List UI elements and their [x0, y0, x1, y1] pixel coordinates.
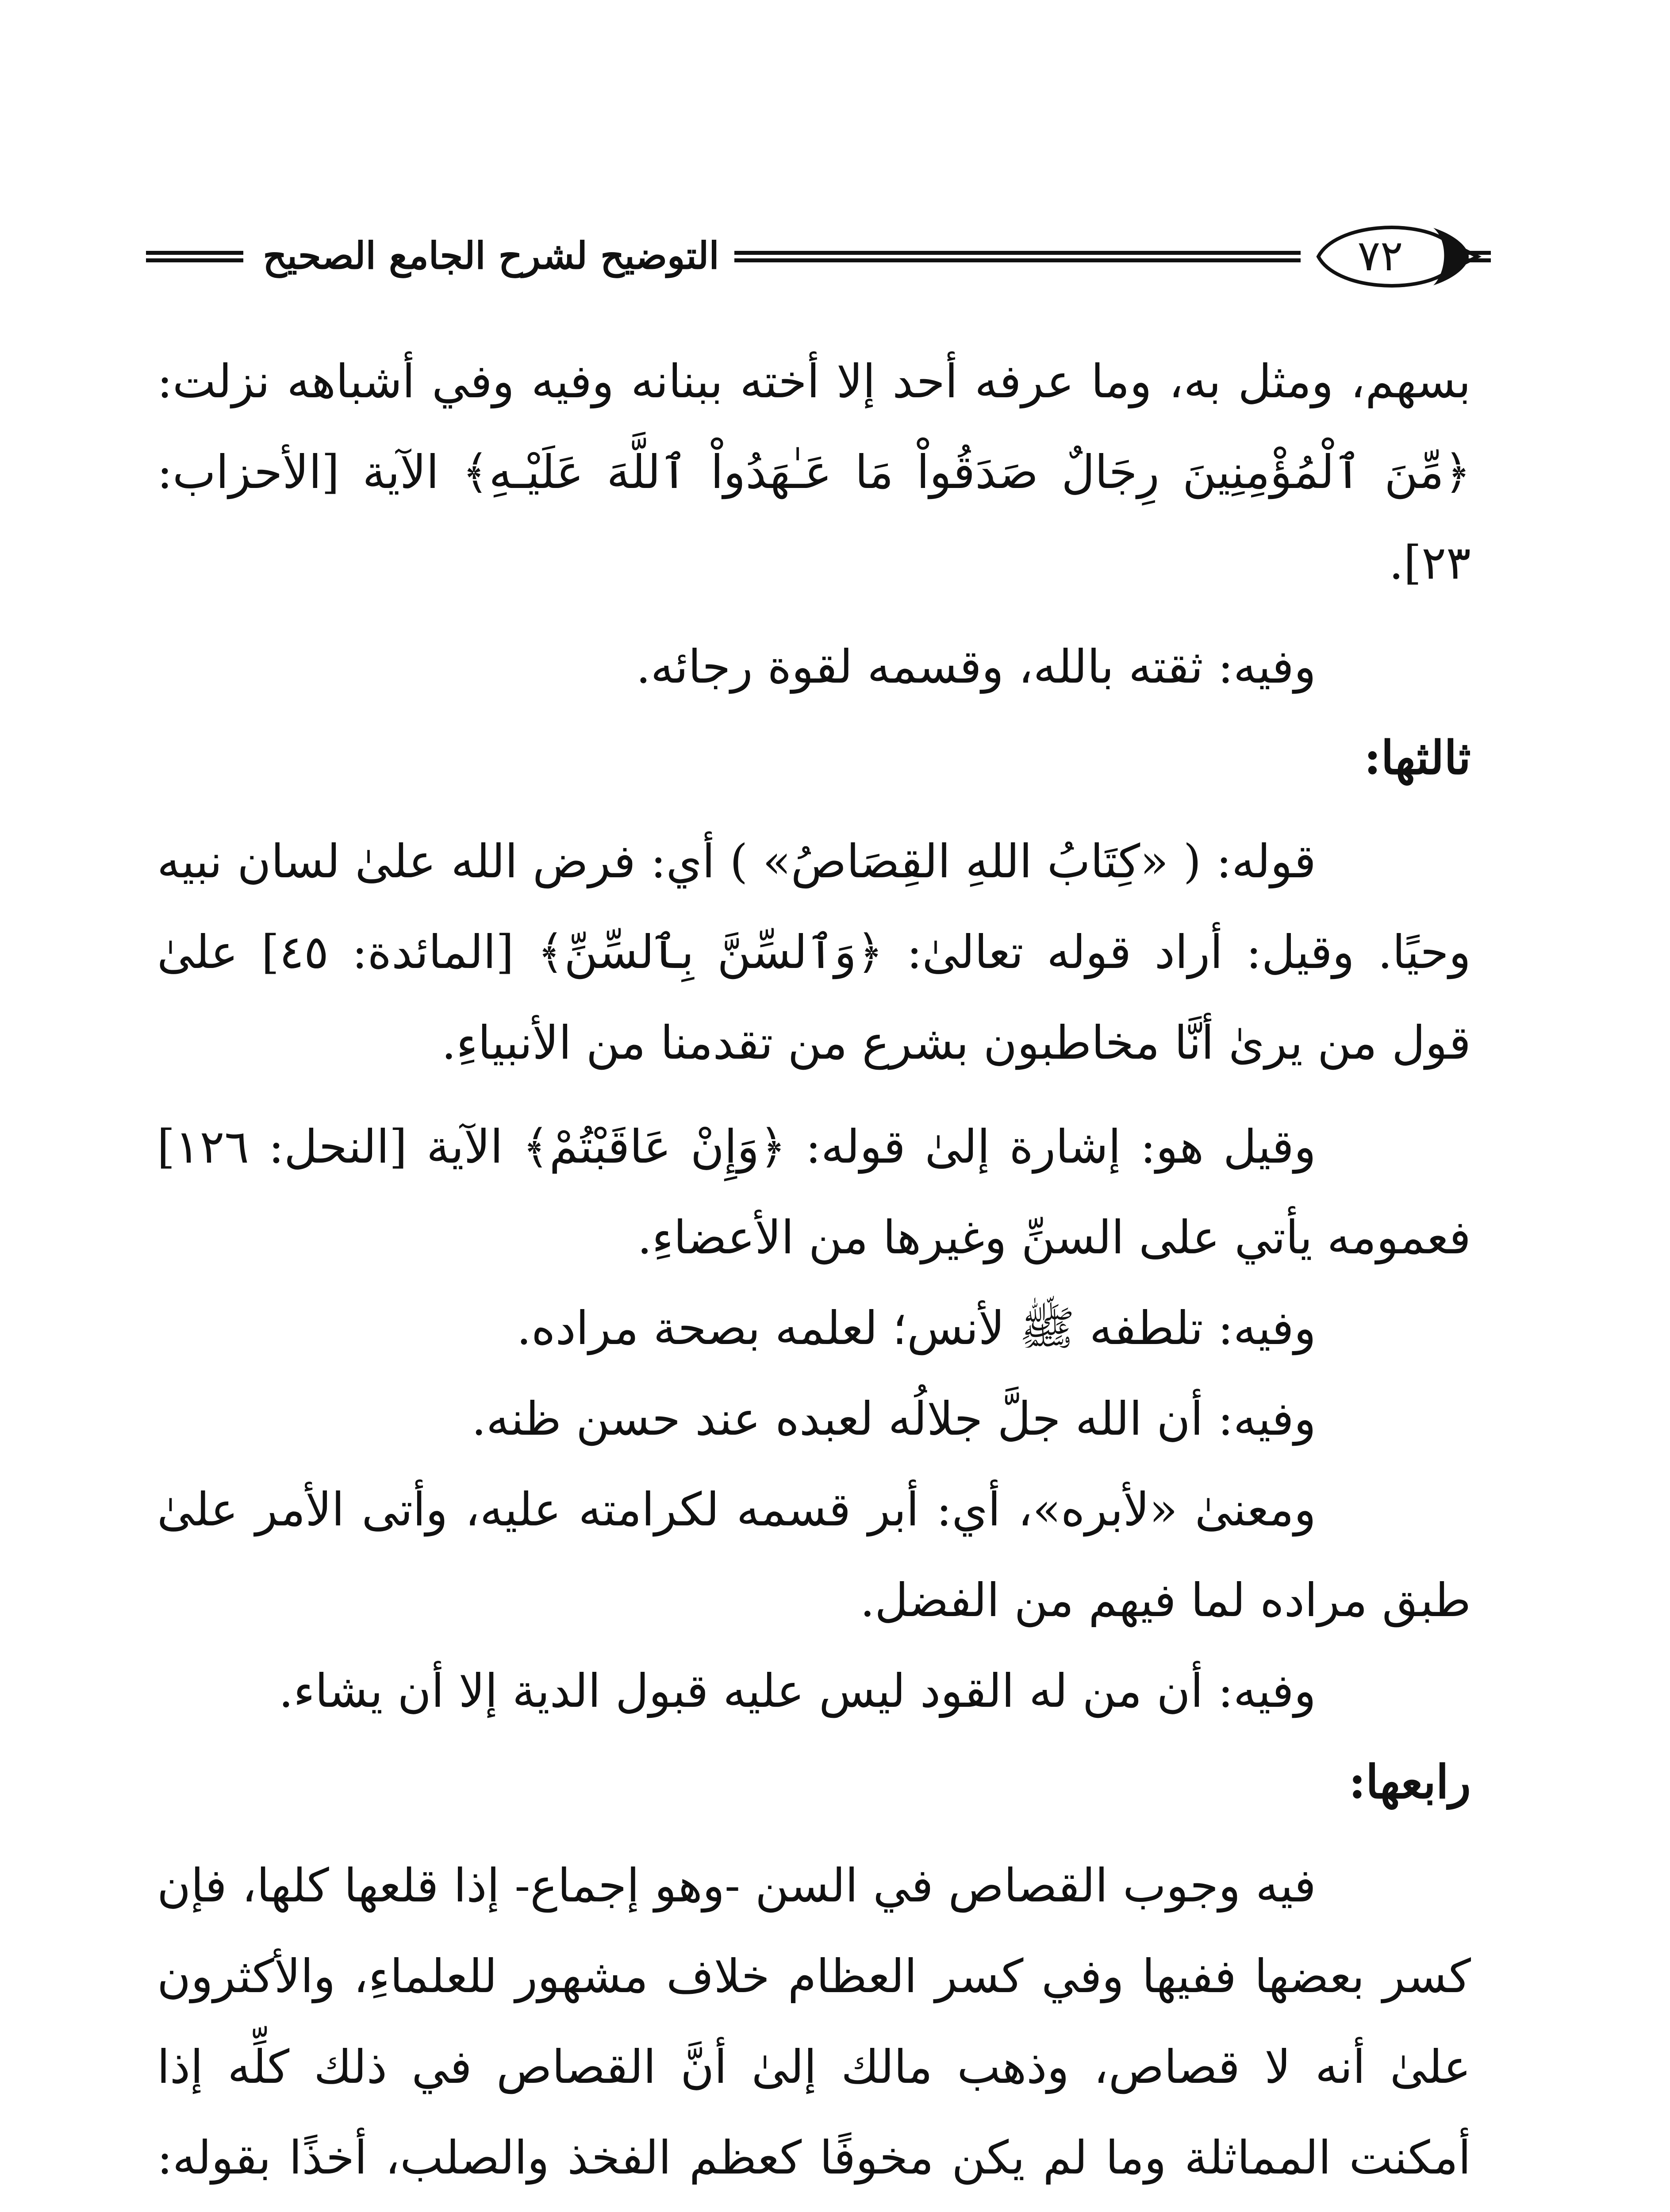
paragraph-8: ومعنىٰ «لأبره»، أي: أبر قسمه لكرامته عليه، وأتى الأمر علىٰ طبق مراده لما فيهم من الفضل.: [157, 1482, 1471, 1627]
paragraph-7: وفيه: أن الله جلَّ جلالُه لعبده عند حسن ظنه.: [471, 1392, 1316, 1446]
section-heading-third: ثالثها:: [1364, 730, 1471, 785]
page-header: [146, 210, 1495, 303]
paragraph-4: قوله: ( «كِتَابُ اللهِ القِصَاصُ» ) أي: فرض الله علىٰ لسان نبيه وحيًا. وقيل: أراد قوله تعالىٰ: ﴿وَٱلسِّنَّ بِٱلسِّنِّ﴾ [المائدة: ٤٥] علىٰ قول من يرىٰ أنَّا مخاطبون بشرع من تقدمنا من الأنبياءِ.: [157, 834, 1471, 1070]
running-title: التوضيح لشرح الجامع الصحيح: [263, 234, 719, 277]
main-text: [157, 336, 1471, 2212]
paragraph-1: بسهم، ومثل به، وما عرفه أحد إلا أخته ببنانه وفيه وفي أشباهه نزلت: ﴿مِّنَ ٱلْمُؤْمِنِينَ رِجَالٌ صَدَقُواْ مَا عَـٰهَدُواْ ٱللَّهَ عَلَيْـهِ﴾ الآية [الأحزاب: ٢٣].: [157, 354, 1471, 590]
header-rule-left: [146, 251, 243, 262]
paragraph-2: وفيه: ثقته بالله، وقسمه لقوة رجائه.: [636, 640, 1316, 694]
paragraph-5: وقيل هو: إشارة إلىٰ قوله: ﴿وَإِنْ عَاقَبْتُمْ﴾ الآية [النحل: ١٢٦] فعمومه يأتي على السنِّ وغيرها من الأعضاءِ.: [157, 1120, 1471, 1264]
paragraph-6: وفيه: تلطفه ﷺ لأنس؛ لعلمه بصحة مراده.: [516, 1301, 1316, 1355]
section-heading-fourth: رابعها:: [1348, 1755, 1471, 1809]
page-number: ٧٢: [1357, 231, 1403, 280]
paragraph-9: وفيه: أن من له القود ليس عليه قبول الدية إلا أن يشاء.: [279, 1664, 1316, 1718]
page-number-ornament: [1301, 210, 1491, 303]
paragraph-11: فيه وجوب القصاص في السن -وهو إجماع- إذا قلعها كلها، فإن كسر بعضها ففيها وفي كسر العظام خلاف مشهور للعلماءِ، والأكثرون علىٰ أنه لا قصاص، وذهب مالك إلىٰ أنَّ القصاص في ذلك كلِّه إذا أمكنت المماثلة وما لم يكن مخوفًا كعظم الفخذ والصلب، أخذًا بقوله:: [157, 1859, 1471, 2185]
header-rule-middle: [734, 251, 1301, 262]
